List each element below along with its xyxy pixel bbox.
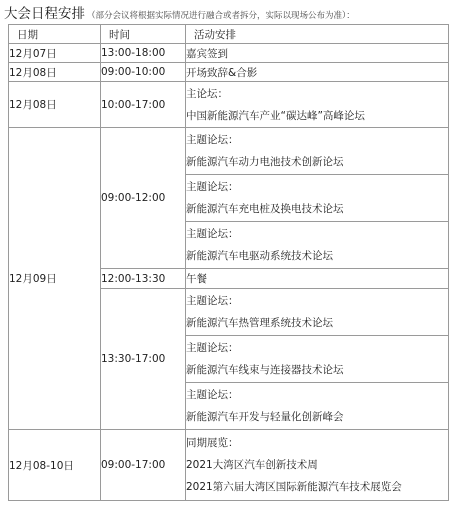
table-row bbox=[9, 82, 449, 128]
activity-name: 2021第六届大湾区国际新能源汽车技术展览会 bbox=[186, 481, 402, 493]
date-cell: 12月08-10日 bbox=[9, 430, 101, 501]
activity-cell: 开场致辞&合影 bbox=[186, 63, 449, 82]
date-cell: 12月08日 bbox=[9, 82, 101, 128]
activity-name: 新能源汽车充电桩及换电技术论坛 bbox=[186, 203, 344, 215]
date-cell: 12月08日 bbox=[9, 63, 101, 82]
date-cell: 12月07日 bbox=[9, 44, 101, 63]
activity-cell bbox=[186, 175, 449, 222]
column-header-date: 日期 bbox=[9, 25, 101, 44]
activity-cell: 午餐 bbox=[186, 269, 449, 289]
table-header-row bbox=[9, 25, 449, 44]
activity-name: 中国新能源汽车产业“碳达峰”高峰论坛 bbox=[186, 109, 365, 122]
time-cell: 10:00-17:00 bbox=[101, 82, 186, 128]
date-cell: 12月09日 bbox=[9, 128, 101, 430]
activity-label: 主题论坛： bbox=[186, 228, 239, 240]
activity-cell bbox=[186, 336, 449, 383]
time-cell: 09:00-10:00 bbox=[101, 63, 186, 82]
table-row bbox=[9, 430, 449, 501]
activity-cell bbox=[186, 289, 449, 336]
table-row bbox=[9, 63, 449, 82]
activity-cell bbox=[186, 128, 449, 175]
activity-name: 新能源汽车动力电池技术创新论坛 bbox=[186, 156, 344, 168]
time-cell: 09:00-17:00 bbox=[101, 430, 186, 501]
activity-cell bbox=[186, 383, 449, 430]
activity-label: 同期展览： bbox=[186, 437, 239, 449]
time-cell: 12:00-13:30 bbox=[101, 269, 186, 289]
schedule-title: 大会日程安排 bbox=[4, 6, 85, 22]
activity-label: 主题论坛： bbox=[186, 342, 239, 354]
activity-label: 主题论坛： bbox=[186, 389, 239, 401]
activity-label: 主题论坛： bbox=[186, 134, 239, 146]
time-cell: 13:00-18:00 bbox=[101, 44, 186, 63]
time-cell: 13:30-17:00 bbox=[101, 289, 186, 430]
activity-cell bbox=[186, 222, 449, 269]
activity-label: 主论坛： bbox=[186, 87, 228, 100]
column-header-time: 时间 bbox=[101, 25, 186, 44]
table-row bbox=[9, 44, 449, 63]
activity-cell bbox=[186, 82, 449, 128]
schedule-note: （部分会议将根据实际情况进行融合或者拆分，实际以现场公布为准）： bbox=[87, 11, 355, 21]
activity-label: 主题论坛： bbox=[186, 295, 239, 307]
activity-cell: 嘉宾签到 bbox=[186, 44, 449, 63]
activity-label: 主题论坛： bbox=[186, 181, 239, 193]
activity-name: 2021大湾区汽车创新技术周 bbox=[186, 459, 318, 471]
activity-name: 新能源汽车开发与轻量化创新峰会 bbox=[186, 411, 344, 423]
activity-name: 新能源汽车线束与连接器技术论坛 bbox=[186, 364, 344, 376]
schedule-header bbox=[4, 2, 355, 22]
activity-cell bbox=[186, 430, 449, 501]
schedule-table bbox=[8, 24, 449, 501]
activity-name: 新能源汽车电驱动系统技术论坛 bbox=[186, 250, 333, 262]
time-cell: 09:00-12:00 bbox=[101, 128, 186, 269]
column-header-activity: 活动安排 bbox=[186, 25, 449, 44]
table-row bbox=[9, 128, 449, 175]
activity-name: 新能源汽车热管理系统技术论坛 bbox=[186, 317, 333, 329]
